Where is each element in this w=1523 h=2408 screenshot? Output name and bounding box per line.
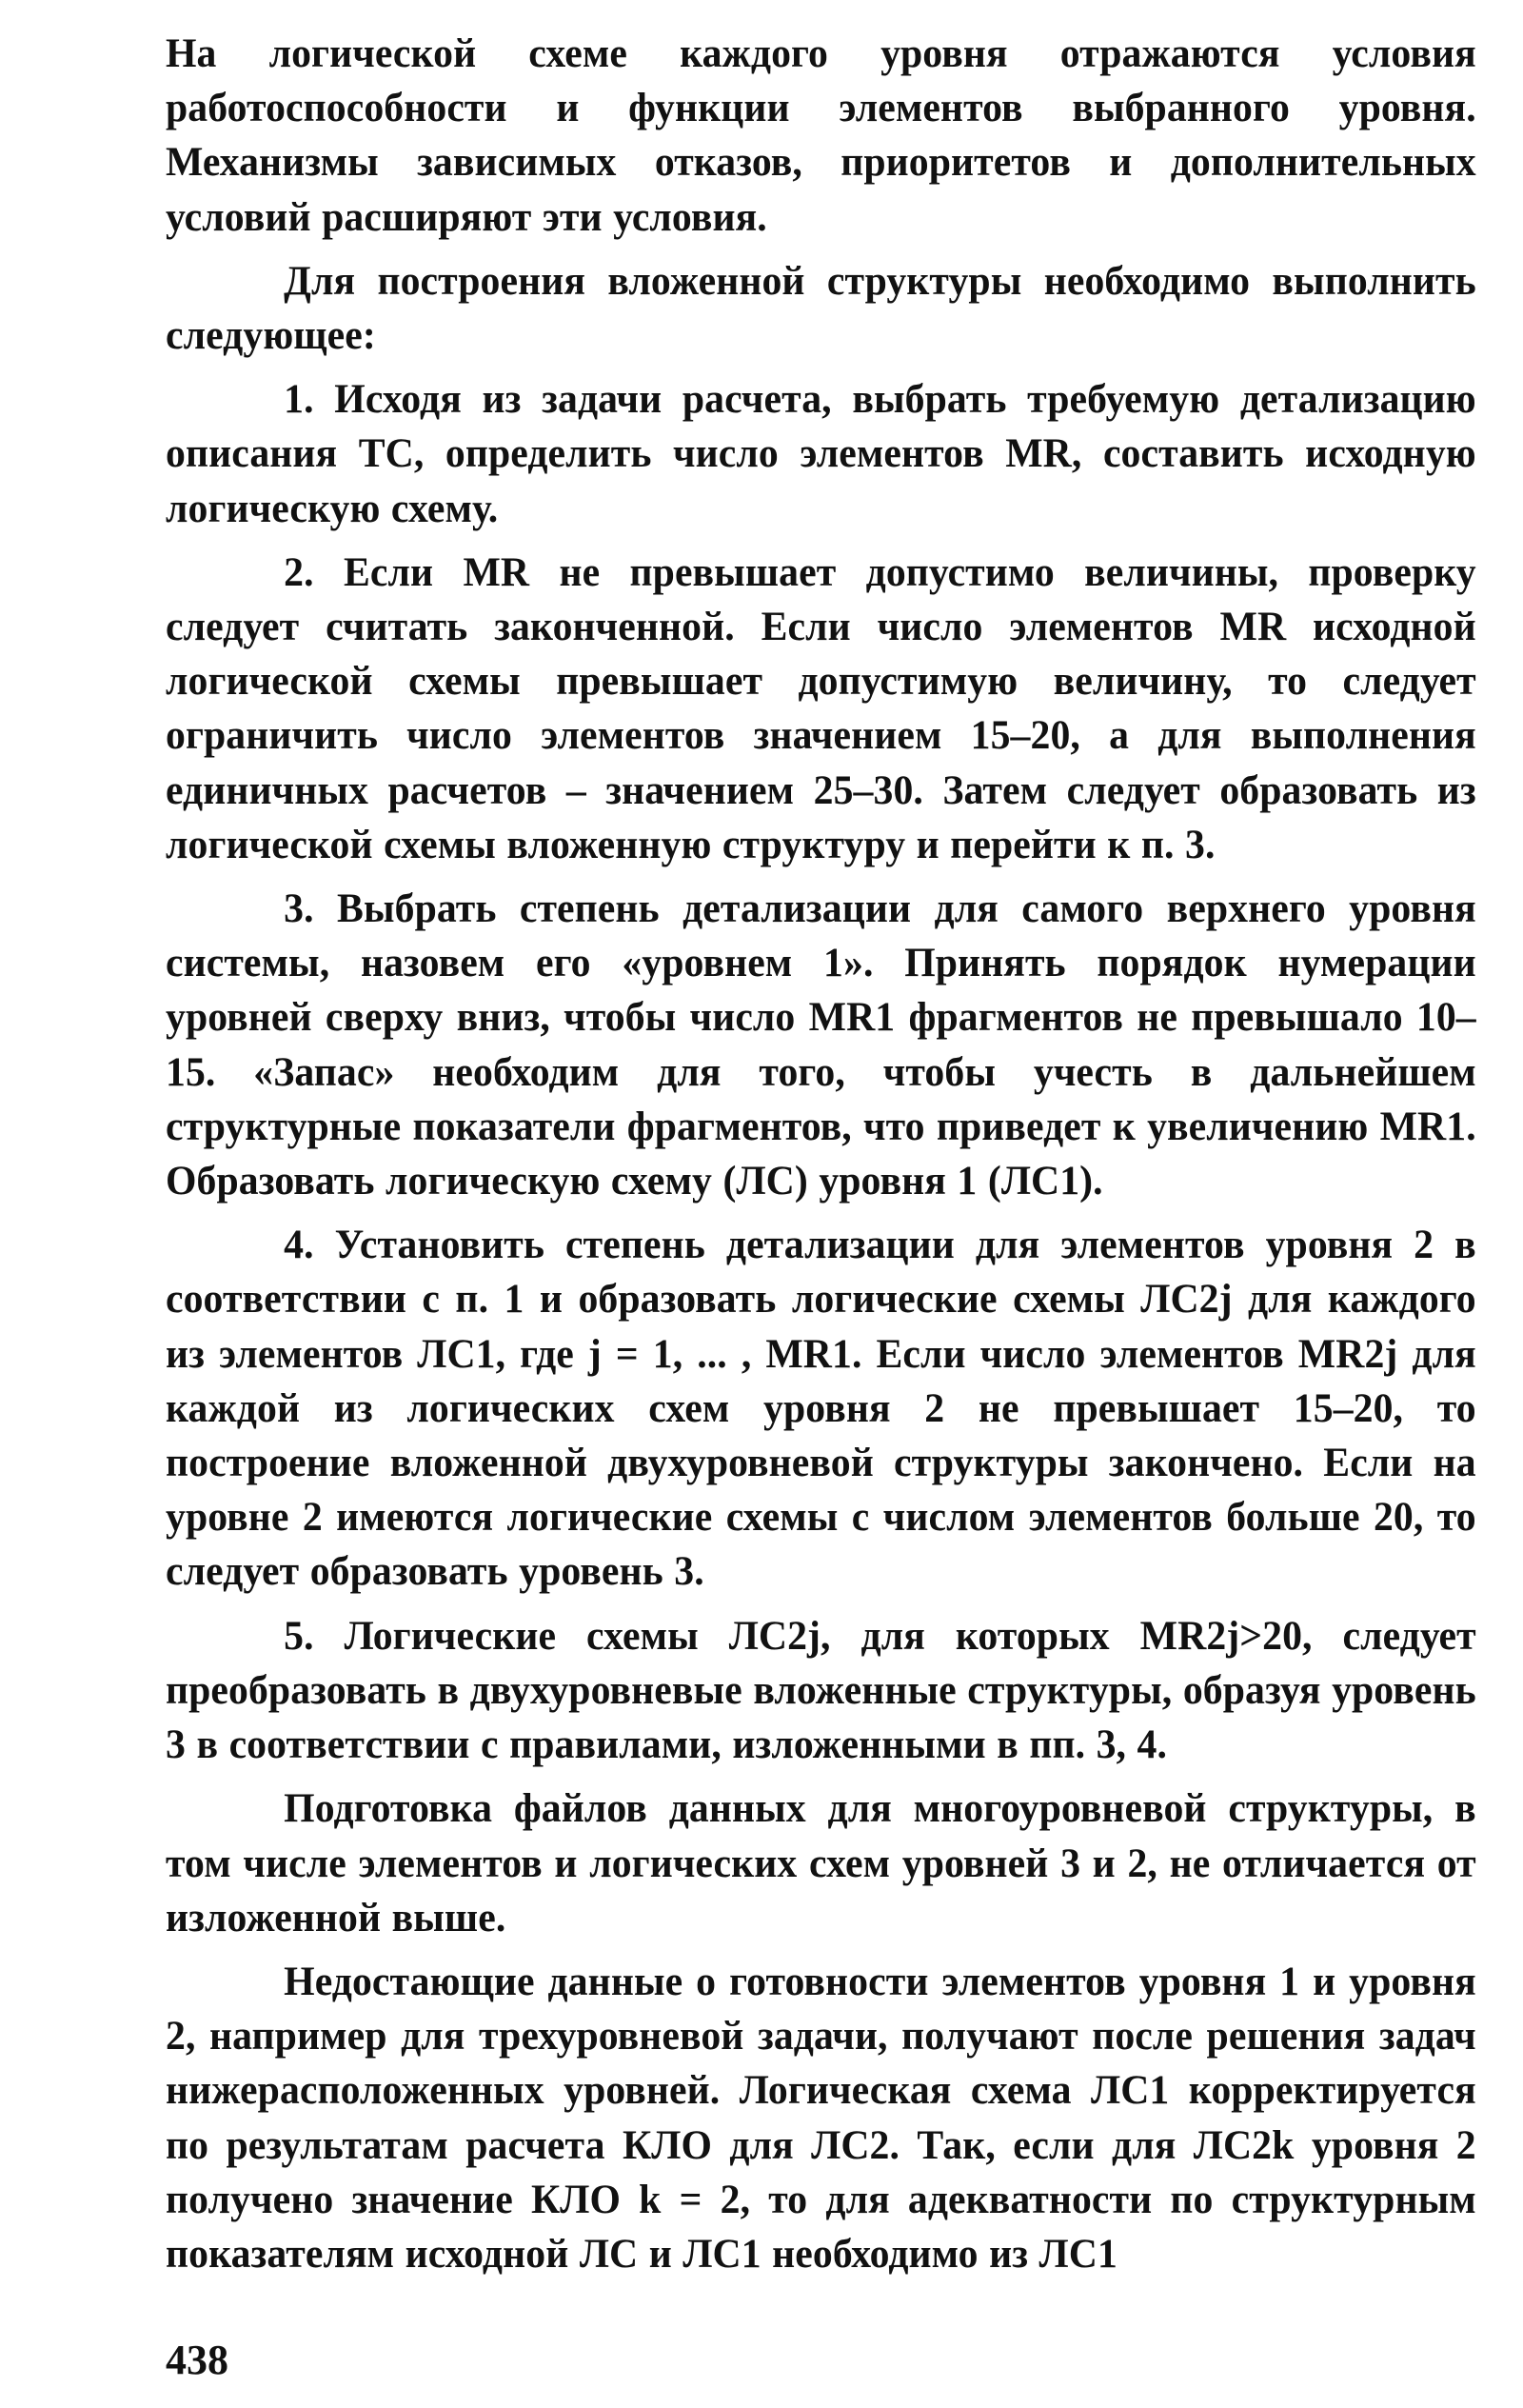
book-page	[166, 27, 1477, 2378]
paragraph-6: 4. Установить степень детализации для элементов уровня 2 в соответствии с п. 1 и образовать логические схемы ЛС2j для каждого из элементов ЛС1, где j = 1, ... , MR1. Если число элементов MR2j для каждой из логических схем уровня 2 не превышает 15–20, то построение вложенной двухуровневой структуры закончено. Если на уровне 2 имеются логические схемы с числом элементов больше 20, то следует образовать уровень 3.	[166, 1223, 1476, 1595]
paragraph-5: 3. Выбрать степень детализации для самого верхнего уровня системы, назовем его «уровнем 1». Принять порядок нумерации уровней сверху вниз, чтобы число MR1 фрагментов не превышало 10–15. «Запас» необходим для того, чтобы учесть в дальнейшем структурные показатели фрагментов, что приведет к увеличению MR1. Образовать логическую схему (ЛС) уровня 1 (ЛС1).	[166, 886, 1476, 1204]
paragraph-2: Для построения вложенной структуры необходимо выполнить следующее:	[166, 258, 1476, 359]
page-number: 438	[166, 2337, 228, 2383]
paragraph-8: Подготовка файлов данных для многоуровневой структуры, в том числе элементов и логических схем уровней 3 и 2, не отличается от изложенной выше.	[166, 1786, 1476, 1940]
paragraph-3: 1. Исходя из задачи расчета, выбрать требуемую детализацию описания ТС, определить число элементов MR, составить исходную логическую схему.	[166, 377, 1476, 531]
paragraph-9: Недостающие данные о готовности элементов уровня 1 и уровня 2, например для трехуровневой задачи, получают после решения задач нижерасположенных уровней. Логическая схема ЛС1 корректируется по результатам расчета КЛО для ЛС2. Так, если для ЛС2k уровня 2 получено значение КЛО k = 2, то для адекватности по структурным показателям исходной ЛС и ЛС1 необходимо из ЛС1	[166, 1959, 1476, 2277]
paragraph-1: На логической схеме каждого уровня отражаются условия работоспособности и функции элементов выбранного уровня. Механизмы зависимых отказов, приоритетов и дополнительных условий расширяют эти условия.	[166, 31, 1476, 240]
paragraph-7: 5. Логические схемы ЛС2j, для которых MR2j>20, следует преобразовать в двухуровневые вложенные структуры, образуя уровень 3 в соответствии с правилами, изложенными в пп. 3, 4.	[166, 1613, 1476, 1768]
paragraph-4: 2. Если MR не превышает допустимо величины, проверку следует считать законченной. Если число элементов MR исходной логической схемы превышает допустимую величину, то следует ограничить число элементов значением 15–20, а для выполнения единичных расчетов – значением 25–30. Затем следует образовать из логической схемы вложенную структуру и перейти к п. 3.	[166, 549, 1476, 867]
